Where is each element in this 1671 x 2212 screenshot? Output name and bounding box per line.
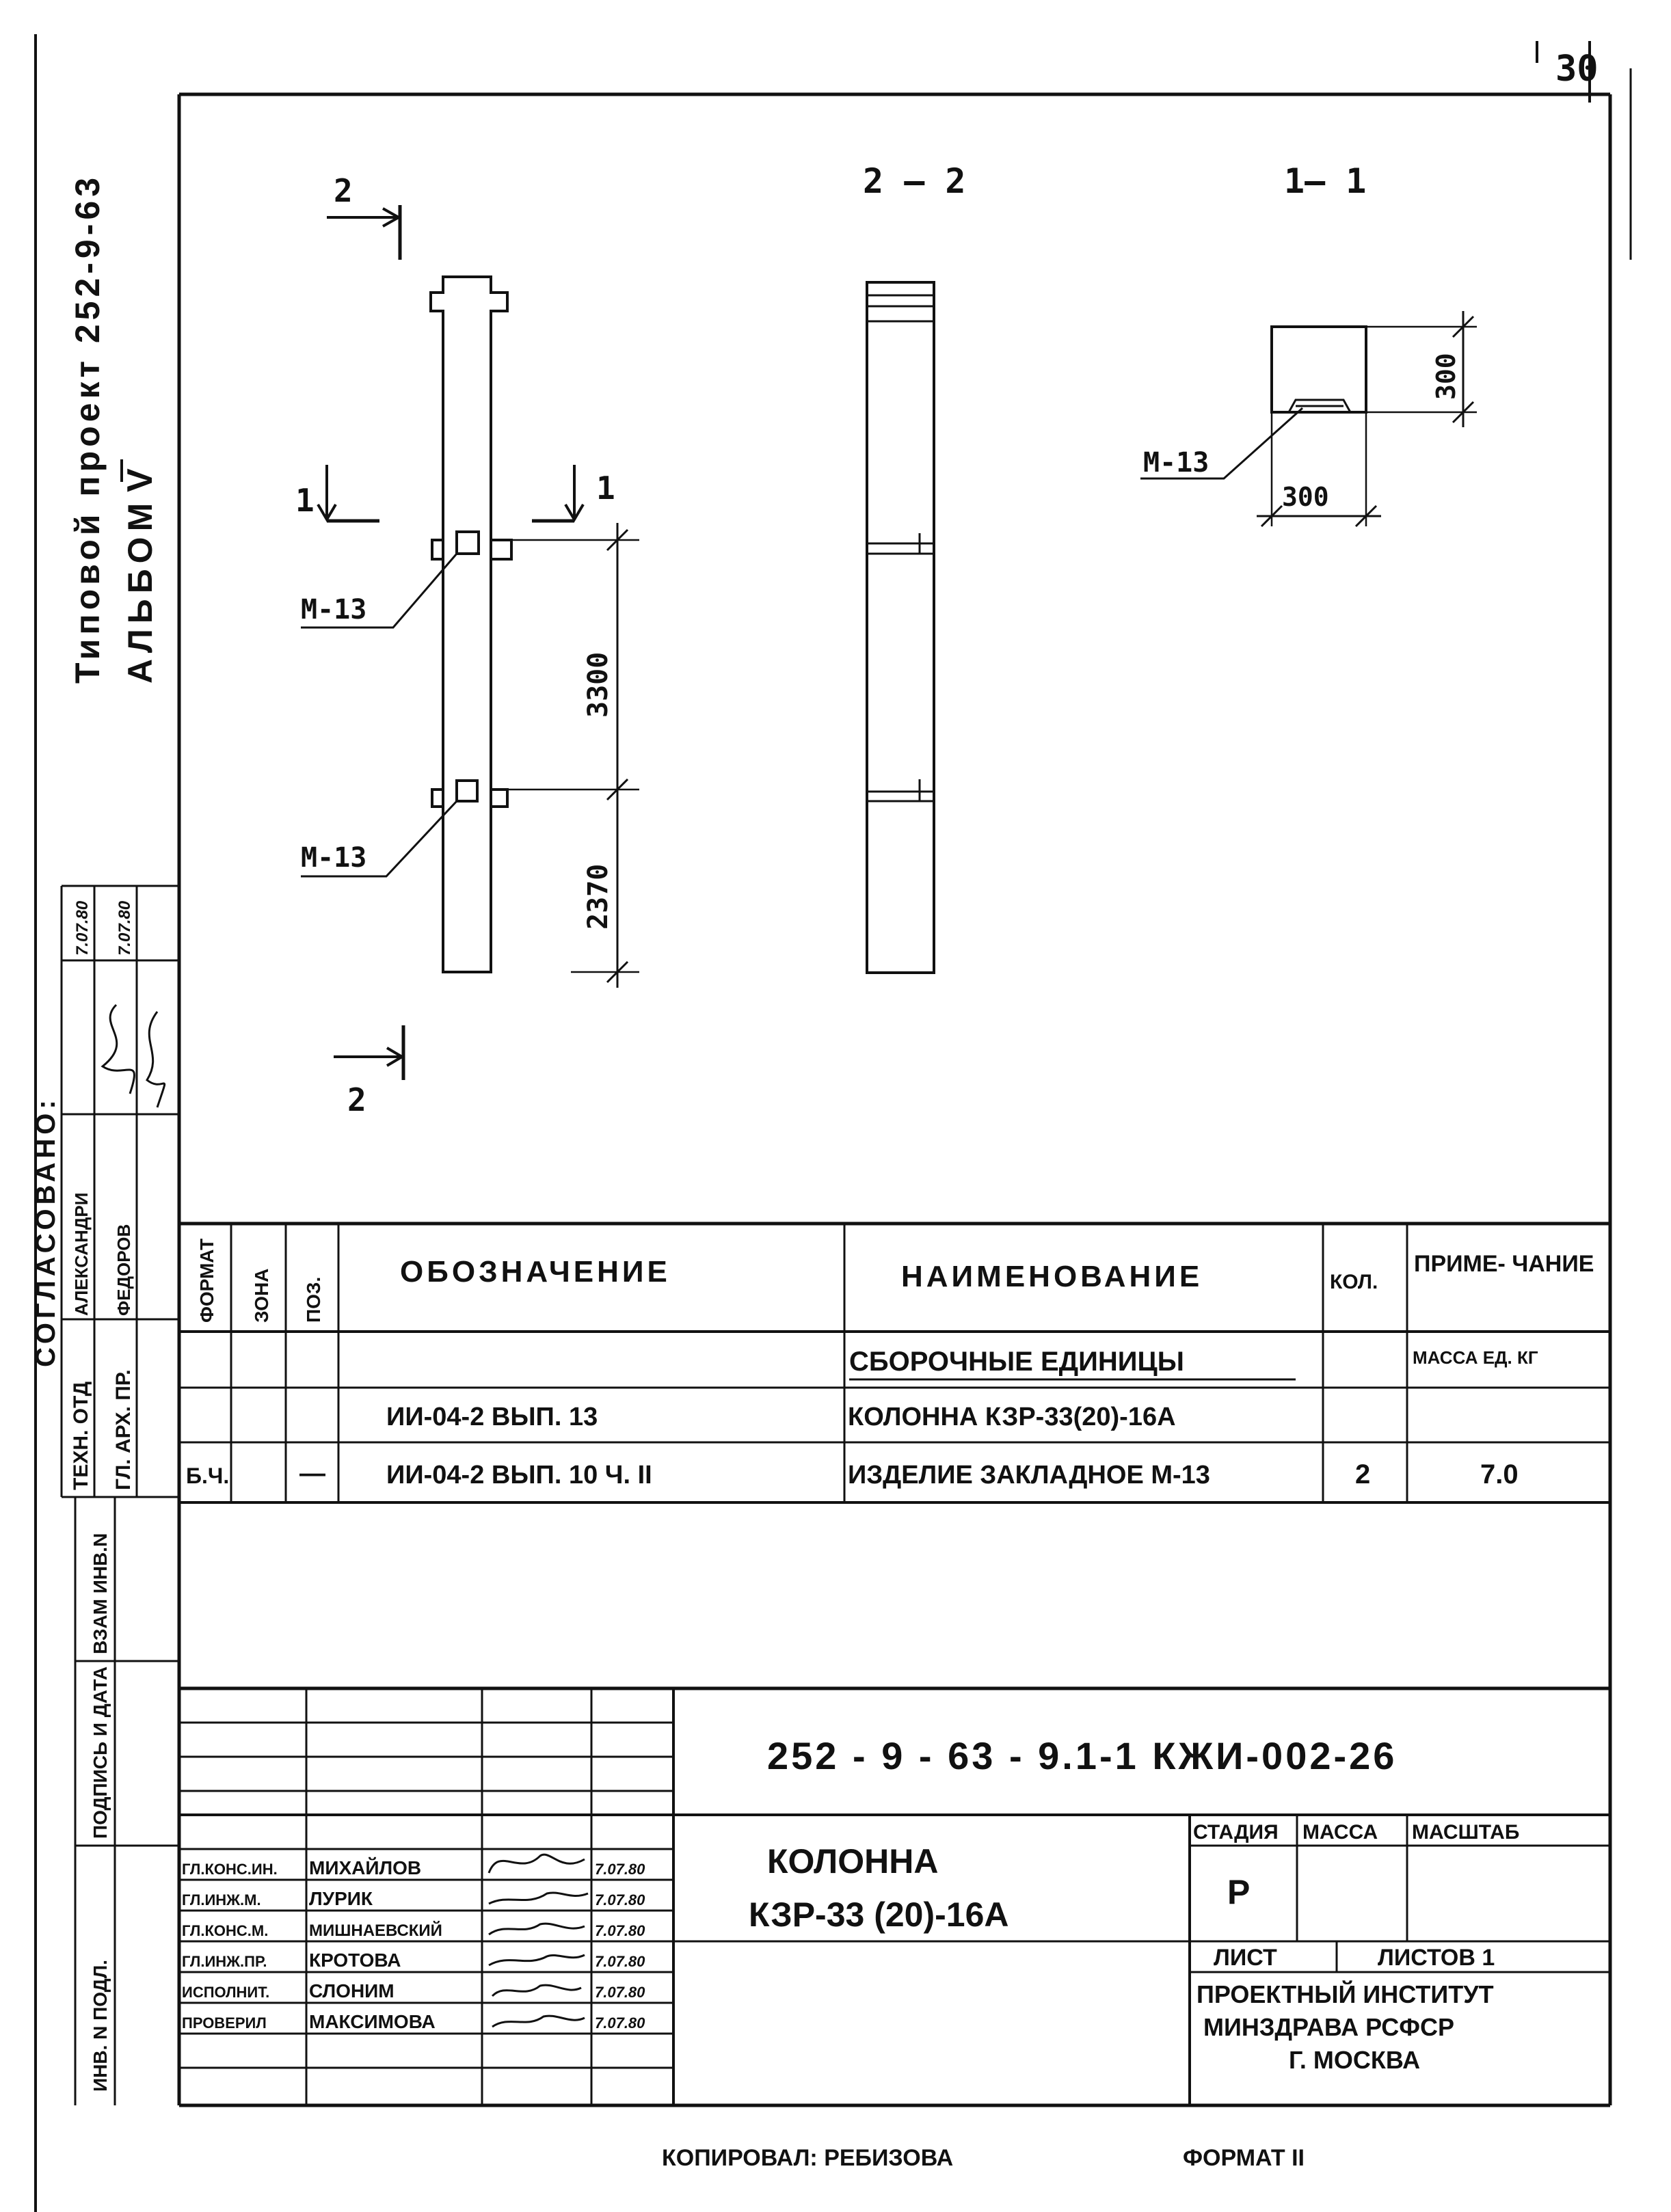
row3-format: Б.Ч. — [186, 1464, 230, 1488]
sig-role: ГЛ.ИНЖ.ПР. — [182, 1953, 267, 1970]
dimension-300-height: 300 — [1431, 353, 1461, 400]
row3-qty: 2 — [1355, 1459, 1371, 1489]
sig-name: ЛУРИК — [309, 1888, 373, 1909]
header-format: ФОРМАТ — [196, 1238, 217, 1323]
header-note: ПРИМЕ- ЧАНИЕ — [1414, 1251, 1594, 1277]
sheets-count: ЛИСТОВ 1 — [1378, 1945, 1495, 1971]
section-2-2-view — [867, 282, 934, 973]
agree-role-2: ГЛ. АРХ. ПР. — [112, 1369, 135, 1490]
scale-header: МАСШТАБ — [1412, 1821, 1520, 1844]
header-zone: ЗОНА — [251, 1268, 272, 1323]
sig-name: СЛОНИМ — [309, 1980, 395, 2001]
column-elevation — [431, 277, 511, 972]
row1-name: СБОРОЧНЫЕ ЕДИНИЦЫ — [849, 1347, 1184, 1377]
sig-date: 7.07.80 — [595, 1953, 645, 1970]
stamp-inv-orig: ИНВ. N ПОДЛ. — [90, 1959, 111, 2092]
header-designation: ОБОЗНАЧЕНИЕ — [400, 1255, 671, 1289]
view-2-2-title: 2 — 2 — [863, 161, 966, 201]
sig-date: 7.07.80 — [595, 1984, 645, 2001]
institute-line2: МИНЗДРАВА РСФСР — [1203, 2013, 1454, 2041]
header-qty: КОЛ. — [1330, 1271, 1378, 1293]
header-name: НАИМЕНОВАНИЕ — [901, 1260, 1203, 1293]
sig-role: ГЛ.ИНЖ.М. — [182, 1891, 261, 1908]
embedded-part-label-lower: М-13 — [301, 842, 367, 874]
section-2-top-label: 2 — [334, 172, 353, 209]
sig-role: ПРОВЕРИЛ — [182, 2014, 267, 2032]
stamp-sign-date: ПОДПИСЬ И ДАТА — [90, 1666, 111, 1839]
row1-note: МАССА ЕД. КГ — [1413, 1347, 1538, 1368]
sig-role: ИСПОЛНИТ. — [182, 1984, 270, 2001]
institute-line3: Г. МОСКВА — [1289, 2046, 1421, 2074]
document-code: 252 - 9 - 63 - 9.1-1 КЖИ-002-26 — [767, 1734, 1398, 1777]
agreed-title: СОГЛАСОВАНО: — [31, 1096, 61, 1367]
sig-name: МАКСИМОВА — [309, 2011, 436, 2032]
agree-date-1: 7.07.80 — [73, 900, 92, 956]
dimension-3300: 3300 — [583, 651, 614, 718]
row3-name: ИЗДЕЛИЕ ЗАКЛАДНОЕ М-13 — [848, 1461, 1210, 1489]
embedded-part-label-upper: М-13 — [301, 594, 367, 625]
dimension-chain — [491, 523, 639, 988]
institute-line1: ПРОЕКТНЫЙ ИНСТИТУТ — [1197, 1980, 1494, 2008]
header-pos: ПОЗ. — [303, 1276, 324, 1323]
agree-name-1: АЛЕКСАНДРИ — [71, 1192, 92, 1316]
signature-fedorov — [147, 1012, 165, 1107]
row2-name: КОЛОННА КЗР-33(20)-16А — [848, 1403, 1176, 1431]
sig-date: 7.07.80 — [595, 1891, 645, 1908]
product-title-line2: КЗР-33 (20)-16А — [749, 1896, 1009, 1934]
section-1-right-label: 1 — [596, 470, 615, 507]
sig-role: ГЛ.КОНС.ИН. — [182, 1861, 278, 1878]
signature-alexandri — [103, 1005, 134, 1094]
copied-by: КОПИРОВАЛ: РЕБИЗОВА — [662, 2145, 954, 2171]
row3-designation: ИИ-04-2 ВЫП. 10 Ч. II — [386, 1461, 652, 1489]
project-title: Типовой проект 252-9-63 — [68, 173, 107, 684]
product-title-line1: КОЛОННА — [767, 1842, 939, 1880]
stamp-replace-inv: ВЗАМ ИНВ.N — [90, 1533, 111, 1654]
sheet-label: ЛИСТ — [1214, 1945, 1277, 1971]
view-1-1-title: 1— 1 — [1284, 161, 1367, 201]
stage-header: СТАДИЯ — [1193, 1821, 1279, 1844]
mass-header: МАССА — [1302, 1821, 1378, 1844]
stage-value: Р — [1227, 1873, 1251, 1911]
album-label: АЛЬБОМ — [121, 497, 159, 684]
sig-name: КРОТОВА — [309, 1950, 401, 1971]
sig-name: МИШНАЕВСКИЙ — [309, 1921, 442, 1940]
embedded-part-label-section: М-13 — [1143, 447, 1209, 478]
row3-pos: — — [299, 1459, 325, 1488]
sig-role: ГЛ.КОНС.М. — [182, 1922, 269, 1939]
sheet-format: ФОРМАТ II — [1183, 2145, 1305, 2171]
sig-date: 7.07.80 — [595, 1922, 645, 1939]
row3-note: 7.0 — [1480, 1459, 1519, 1489]
section-1-left-label: 1 — [295, 482, 315, 519]
dimension-300-width: 300 — [1282, 482, 1329, 512]
sig-date: 7.07.80 — [595, 1861, 645, 1878]
album-number: V — [120, 468, 160, 492]
section-2-bottom-label: 2 — [347, 1081, 366, 1118]
agree-name-2: ФЕДОРОВ — [113, 1224, 134, 1316]
signature-rows — [182, 1857, 645, 2032]
row2-designation: ИИ-04-2 ВЫП. 13 — [386, 1403, 598, 1431]
agree-date-2: 7.07.80 — [116, 900, 134, 956]
agree-role-1: ТЕХН. ОТД — [70, 1381, 92, 1490]
page-number: 30 — [1555, 49, 1599, 90]
sig-name: МИХАЙЛОВ — [309, 1857, 422, 1878]
sig-date: 7.07.80 — [595, 2014, 645, 2032]
dimension-2370: 2370 — [583, 863, 614, 930]
